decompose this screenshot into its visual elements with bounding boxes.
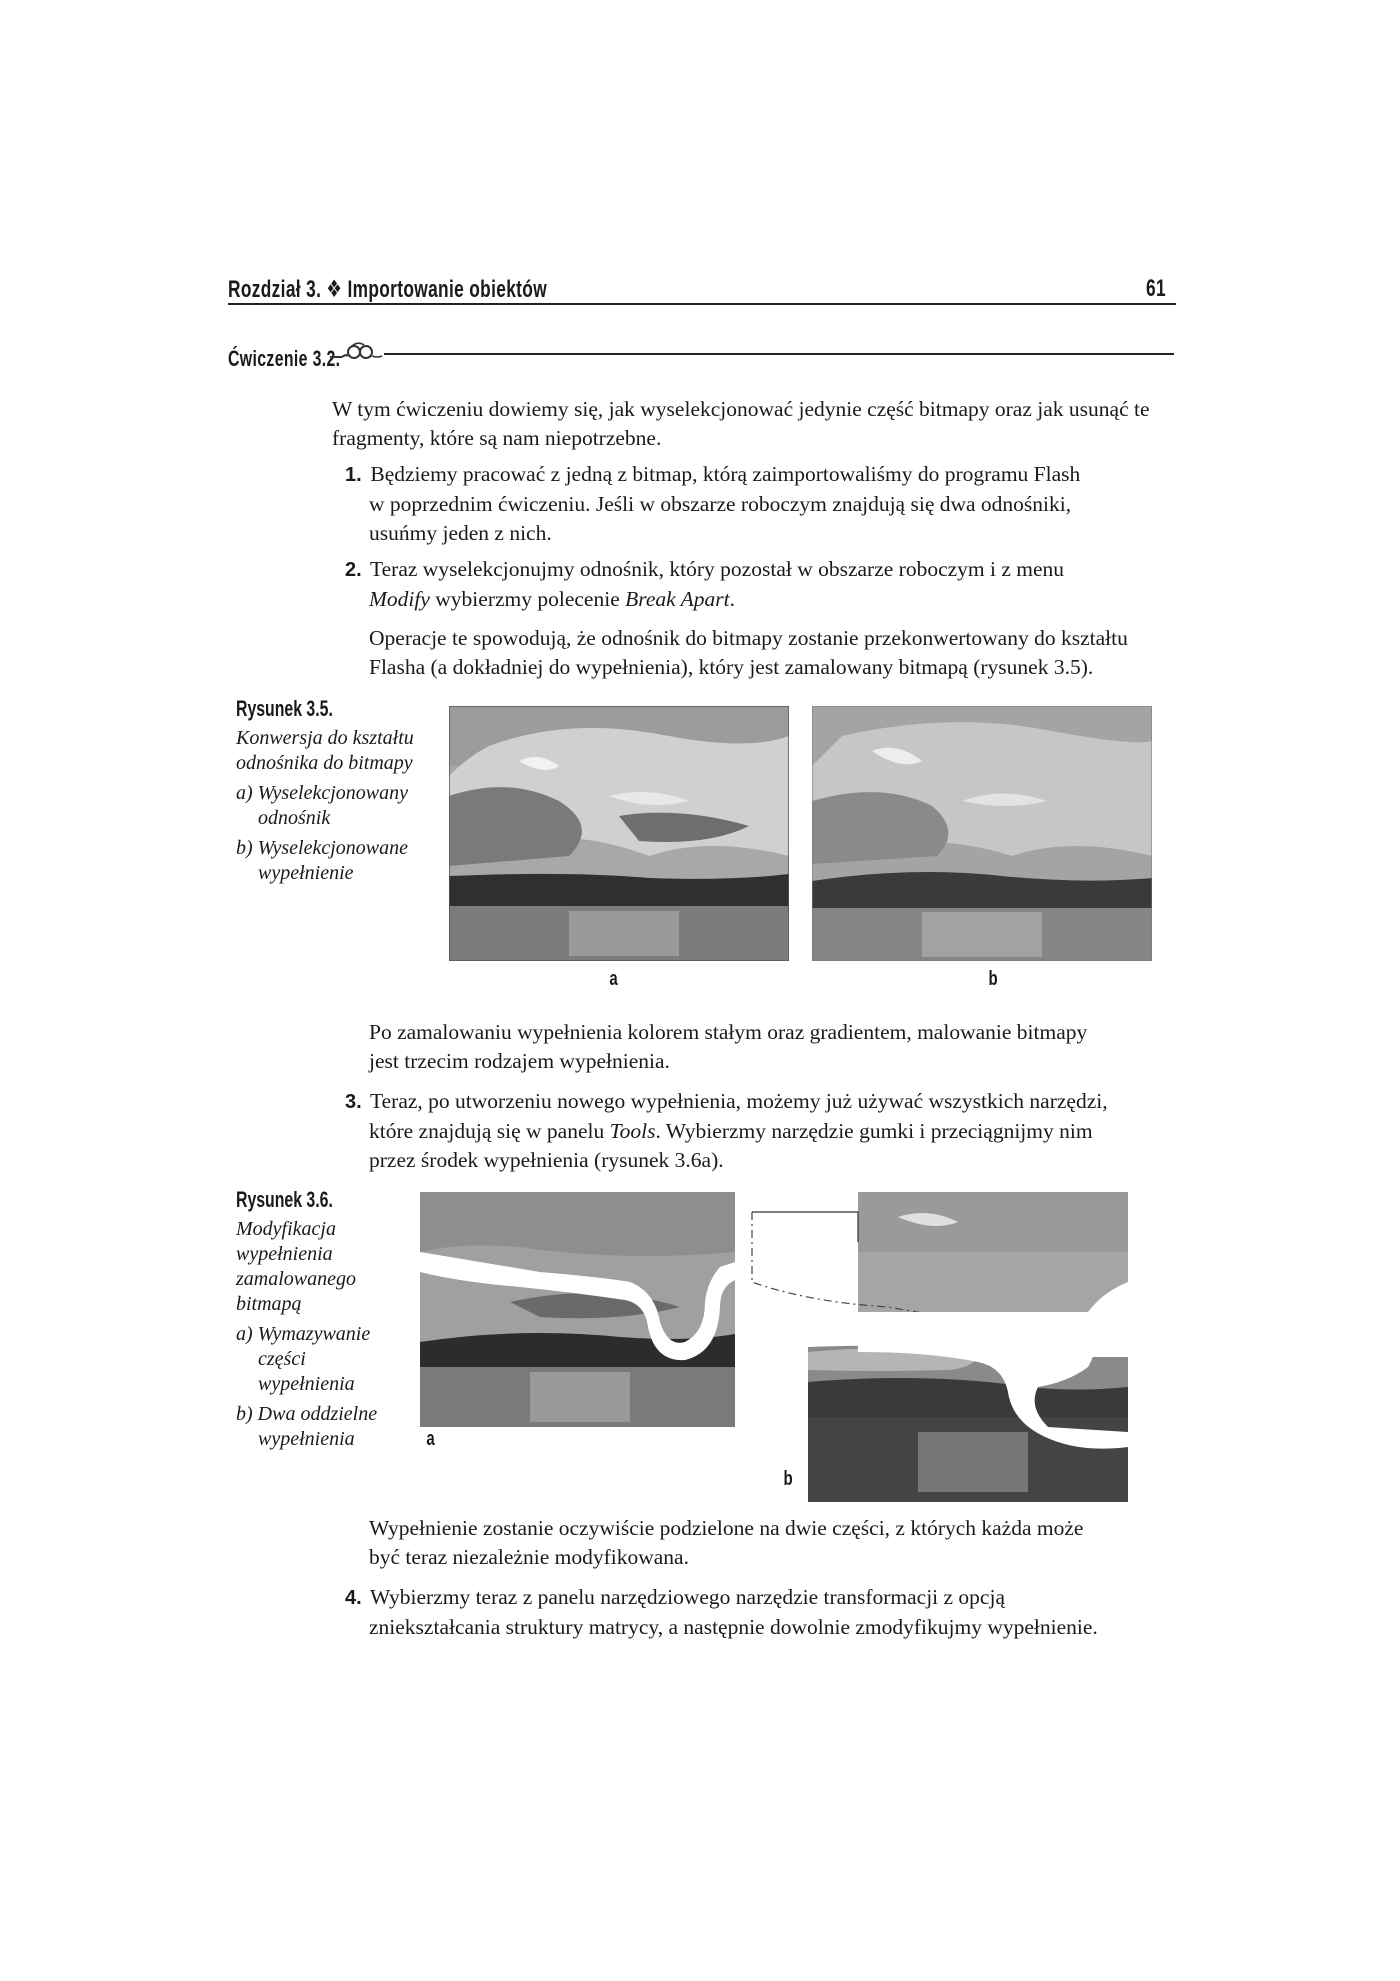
exercise-rule bbox=[384, 353, 1174, 355]
step-number: 4. bbox=[345, 1587, 362, 1609]
fig36-title: Rysunek 3.6. bbox=[236, 1187, 333, 1212]
fig36-image-b bbox=[748, 1192, 1128, 1502]
fig36-label-a: a bbox=[426, 1428, 435, 1450]
fig35-image-a bbox=[449, 706, 789, 961]
fig36-label-b: b bbox=[783, 1468, 793, 1490]
intro-paragraph: W tym ćwiczeniu dowiemy się, jak wyselekcjonować jedynie część bitmapy oraz jak usunąć te fragmenty, które są nam niepotrzebne. bbox=[332, 397, 1150, 450]
conversion-paragraph: Operacje te spowodują, że odnośnik do bitmapy zostanie przekonwertowany do kształtu Flasha (a dokładniej do wypełnienia), który jest zamalowany bitmapą (rysunek 3.5). bbox=[369, 626, 1128, 679]
chapter-title: Importowanie obiektów bbox=[347, 276, 548, 303]
page-number: 61 bbox=[1146, 275, 1166, 302]
fill-paragraph: Po zamalowaniu wypełnienia kolorem stałym oraz gradientem, malowanie bitmapy jest trzecim rodzajem wypełnienia. bbox=[369, 1020, 1088, 1073]
split-paragraph: Wypełnienie zostanie oczywiście podzielone na dwie części, z których każda może być teraz niezależnie modyfikowana. bbox=[369, 1516, 1084, 1569]
step-1: 1. Będziemy pracować z jedną z bitmap, którą zaimportowaliśmy do programu Flash w poprzednim ćwiczeniu. Jeśli w obszarze roboczym znajdują się dwa odnośniki, usuńmy jeden z nich. bbox=[345, 462, 1081, 545]
fig35-image-b bbox=[812, 706, 1152, 961]
step-3: 3. Teraz, po utworzeniu nowego wypełnienia, możemy już używać wszystkich narzędzi, które znajdują się w panelu Tools. Wybierzmy narzędzie gumki i przeciągnijmy nim przez środek wypełnienia (rysunek 3.6a). bbox=[345, 1089, 1108, 1172]
command-name: Break Apart bbox=[625, 587, 730, 611]
running-header bbox=[228, 275, 547, 304]
step-number: 2. bbox=[345, 559, 362, 581]
panel-name: Tools bbox=[609, 1119, 656, 1143]
step-number: 1. bbox=[345, 464, 362, 486]
header-rule bbox=[228, 303, 1176, 305]
step-4: 4. Wybierzmy teraz z panelu narzędziowego narzędzie transformacji z opcją zniekształcania struktury matrycy, a następnie dowolnie zmodyfikujmy wypełnienie. bbox=[345, 1585, 1098, 1639]
fig35-label-a: a bbox=[609, 968, 618, 990]
ornament-icon bbox=[328, 340, 383, 362]
diamond-separator-icon: ❖ bbox=[326, 276, 343, 303]
step-2: 2. Teraz wyselekcjonujmy odnośnik, który pozostał w obszarze roboczym i z menu Modify wybierzmy polecenie Break Apart. bbox=[345, 557, 1065, 611]
menu-name: Modify bbox=[369, 587, 430, 611]
chapter-label: Rozdział 3. bbox=[228, 276, 322, 303]
exercise-label: Ćwiczenie 3.2. bbox=[228, 346, 341, 371]
fig35-title: Rysunek 3.5. bbox=[236, 696, 333, 721]
step-number: 3. bbox=[345, 1091, 362, 1113]
fig35-caption: Rysunek 3.5. Konwersja do kształtu odnośnika do bitmapy a) Wyselekcjonowany odnośnik b) Wyselekcjonowane wypełnienie bbox=[236, 696, 414, 884]
fig36-caption: Rysunek 3.6. Modyfikacja wypełnienia zamalowanego bitmapą a) Wymazywanie części wypełnienia b) Dwa oddzielne wypełnienia bbox=[236, 1187, 378, 1450]
fig35-label-b: b bbox=[988, 968, 998, 990]
fig36-image-a bbox=[420, 1192, 735, 1427]
